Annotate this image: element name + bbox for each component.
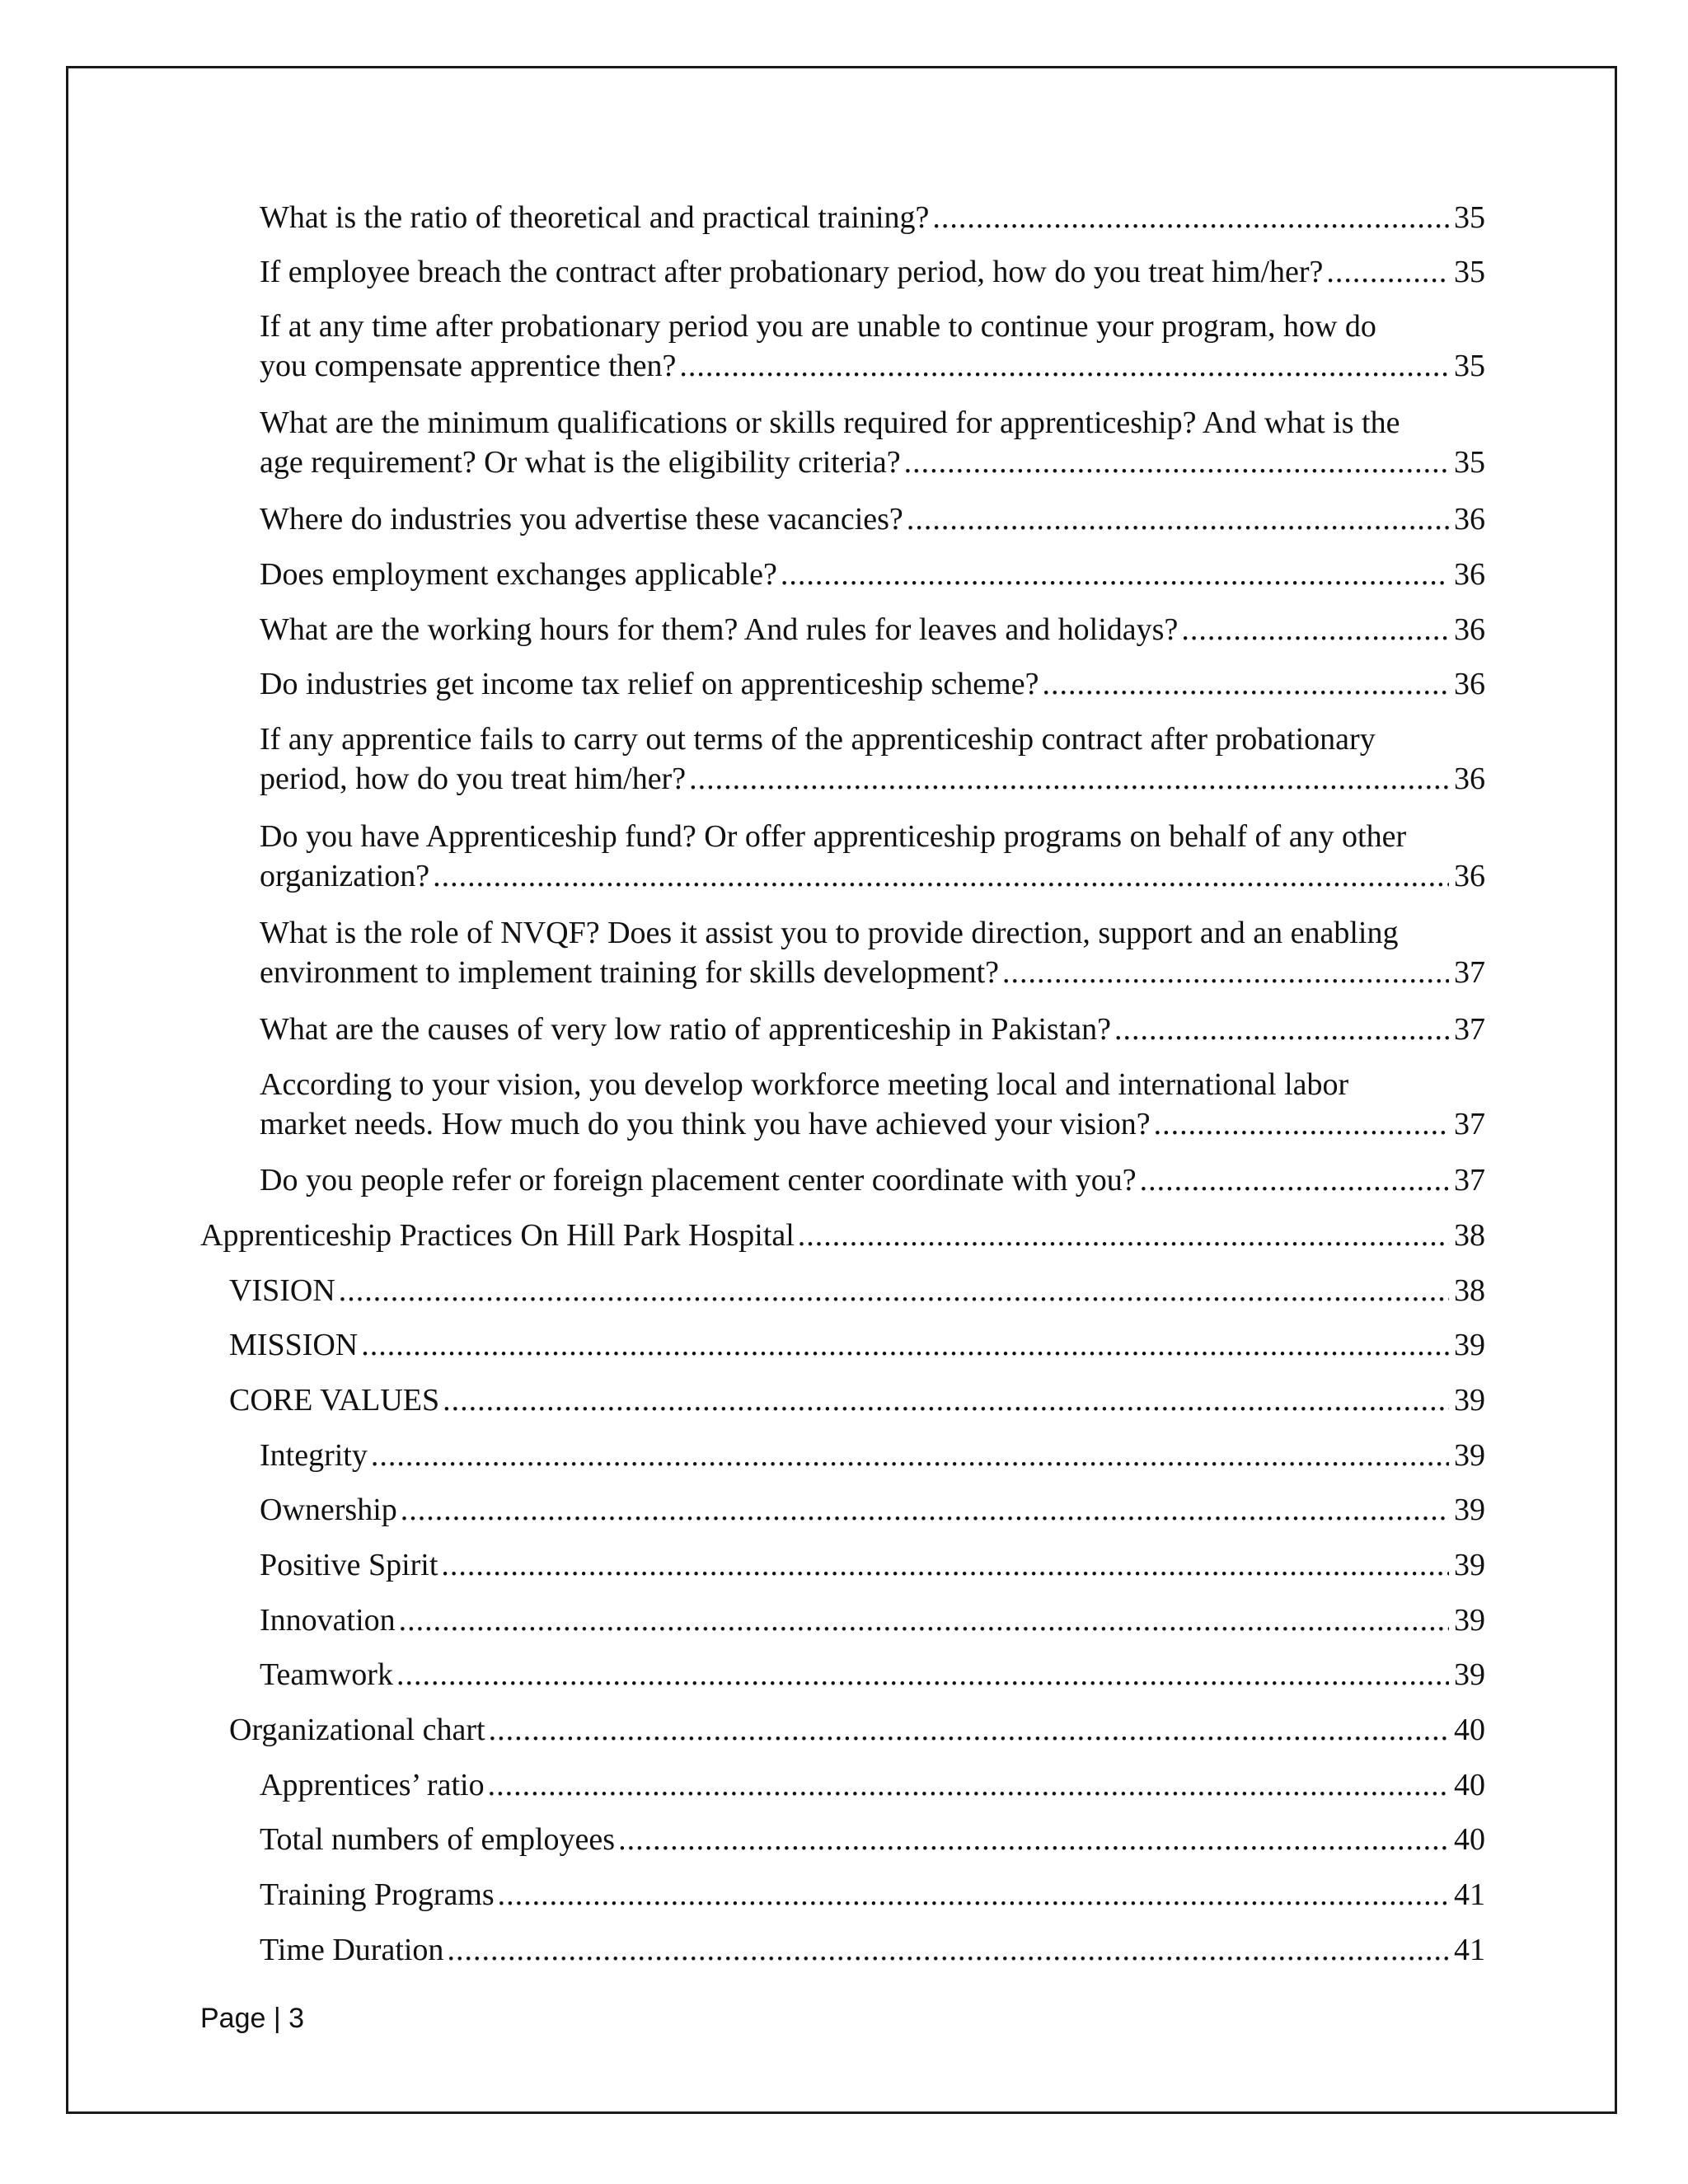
toc-entry-title: Ownership (260, 1493, 397, 1527)
toc-entry-title: Do you people refer or foreign placement center coordinate with you? (260, 1163, 1137, 1197)
toc-entry-page: 36 (1454, 502, 1485, 537)
toc-entry-title-line: Do you have Apprenticeship fund? Or offer apprenticeship programs on behalf of any other (260, 819, 1407, 854)
toc-entry[interactable] (260, 1875, 1485, 1915)
dot-leader (433, 856, 1449, 896)
toc-entry-title: If employee breach the contract after probationary period, how do you treat him/her? (260, 255, 1324, 289)
dot-leader (1114, 1010, 1449, 1049)
toc-entry-page: 36 (1454, 667, 1485, 701)
dot-leader (1181, 610, 1449, 649)
toc-entry[interactable] (260, 1065, 1485, 1144)
dot-leader (489, 1710, 1449, 1750)
toc-entry[interactable] (260, 1765, 1485, 1805)
toc-entry-page: 36 (1454, 859, 1485, 893)
dot-leader (618, 1820, 1449, 1859)
toc-entry-title: What is the ratio of theoretical and practical training? (260, 200, 930, 235)
dot-leader (798, 1216, 1449, 1255)
toc-entry[interactable] (260, 664, 1485, 704)
toc-entry-page: 40 (1454, 1822, 1485, 1857)
toc-entry-page: 39 (1454, 1383, 1485, 1418)
toc-entry-page: 36 (1454, 612, 1485, 647)
toc-entry[interactable] (229, 1380, 1485, 1420)
toc-entry-title-line: What are the minimum qualifications or skills required for apprenticeship? And what is the (260, 405, 1400, 440)
toc-entry-page: 39 (1454, 1657, 1485, 1692)
toc-entry-title: Time Duration (260, 1933, 444, 1967)
toc-entry[interactable] (260, 1436, 1485, 1475)
toc-entry-page: 40 (1454, 1713, 1485, 1747)
toc-entry[interactable] (260, 1160, 1485, 1200)
toc-entry[interactable] (260, 198, 1485, 237)
toc-entry-title: Positive Spirit (260, 1548, 438, 1582)
dot-leader (441, 1545, 1449, 1585)
dot-leader (1140, 1160, 1449, 1200)
toc-entry-title-line: According to your vision, you develop workforce meeting local and international labor (260, 1067, 1349, 1102)
dot-leader (1042, 664, 1449, 704)
toc-entry-title: environment to implement training for skills development? (260, 955, 1000, 990)
dot-leader (781, 555, 1449, 594)
toc-entry-page: 37 (1454, 1163, 1485, 1197)
toc-entry-page: 41 (1454, 1933, 1485, 1967)
toc-entry-page: 38 (1454, 1273, 1485, 1308)
dot-leader (399, 1601, 1449, 1640)
toc-entry-page: 39 (1454, 1493, 1485, 1527)
toc-entry-title: market needs. How much do you think you have achieved your vision? (260, 1107, 1151, 1141)
toc-entry[interactable] (260, 1655, 1485, 1694)
dot-leader (1002, 953, 1449, 992)
toc-entry-page: 39 (1454, 1328, 1485, 1362)
toc-entry-title: organization? (260, 859, 430, 893)
toc-entry-page: 41 (1454, 1877, 1485, 1912)
toc-entry-title-line: If any apprentice fails to carry out terms of the apprenticeship contract after probationary (260, 722, 1376, 757)
toc-entry-title: MISSION (229, 1328, 359, 1362)
toc-entry-title: CORE VALUES (229, 1383, 440, 1418)
toc-entry[interactable] (229, 1710, 1485, 1750)
dot-leader (401, 1490, 1449, 1530)
toc-entry-page: 38 (1454, 1218, 1485, 1253)
dot-leader (447, 1930, 1449, 1970)
toc-entry[interactable] (260, 817, 1485, 896)
dot-leader (689, 759, 1449, 799)
toc-entry[interactable] (260, 1601, 1485, 1640)
page-number-footer: Page | 3 (200, 2003, 305, 2034)
toc-entry[interactable] (260, 1930, 1485, 1970)
toc-entry-title: Apprenticeship Practices On Hill Park Hospital (200, 1218, 795, 1253)
toc-entry-title: Training Programs (260, 1877, 495, 1912)
toc-entry-title: you compensate apprentice then? (260, 349, 677, 383)
toc-entry-title-line: What is the role of NVQF? Does it assist you to provide direction, support and an enabling (260, 916, 1399, 950)
dot-leader (904, 443, 1449, 482)
toc-entry-title: period, how do you treat him/her? (260, 762, 687, 796)
toc-entry-title: Do industries get income tax relief on apprenticeship scheme? (260, 667, 1039, 701)
toc-entry-title: What are the causes of very low ratio of apprenticeship in Pakistan? (260, 1012, 1112, 1047)
toc-entry[interactable] (260, 913, 1485, 992)
toc-entry-page: 39 (1454, 1603, 1485, 1638)
toc-entry[interactable] (260, 1490, 1485, 1530)
dot-leader (339, 1271, 1449, 1310)
toc-entry[interactable] (200, 1216, 1485, 1255)
toc-entry-page: 40 (1454, 1768, 1485, 1802)
toc-entry-page: 36 (1454, 557, 1485, 592)
toc-entry-page: 35 (1454, 349, 1485, 383)
toc-entry[interactable] (260, 555, 1485, 594)
toc-entry[interactable] (260, 499, 1485, 539)
toc-entry[interactable] (260, 403, 1485, 482)
toc-entry[interactable] (260, 610, 1485, 649)
dot-leader (488, 1765, 1449, 1805)
toc-entry-page: 35 (1454, 200, 1485, 235)
toc-entry-page: 37 (1454, 955, 1485, 990)
toc-entry-title: Does employment exchanges applicable? (260, 557, 777, 592)
dot-leader (396, 1655, 1449, 1694)
toc-entry[interactable] (260, 307, 1485, 386)
toc-entry-title: Integrity (260, 1438, 368, 1473)
dot-leader (361, 1325, 1449, 1365)
toc-entry-page: 36 (1454, 762, 1485, 796)
toc-entry-title: Where do industries you advertise these vacancies? (260, 502, 903, 537)
toc-entry-page: 37 (1454, 1107, 1485, 1141)
dot-leader (907, 499, 1449, 539)
toc-entry[interactable] (229, 1271, 1485, 1310)
toc-entry[interactable] (260, 1545, 1485, 1585)
dot-leader (1154, 1104, 1449, 1144)
dot-leader (371, 1436, 1449, 1475)
toc-entry[interactable] (260, 719, 1485, 799)
toc-entry-title: Apprentices’ ratio (260, 1768, 485, 1802)
toc-entry-title: Teamwork (260, 1657, 393, 1692)
dot-leader (1326, 252, 1449, 292)
dot-leader (443, 1380, 1449, 1420)
toc-entry-page: 39 (1454, 1438, 1485, 1473)
dot-leader (679, 346, 1449, 386)
toc-entry-page: 35 (1454, 445, 1485, 480)
toc-entry-title: What are the working hours for them? And rules for leaves and holidays? (260, 612, 1179, 647)
dot-leader (498, 1875, 1449, 1915)
toc-entry-title: Organizational chart (229, 1713, 485, 1747)
toc-entry-page: 35 (1454, 255, 1485, 289)
toc-entry-page: 37 (1454, 1012, 1485, 1047)
toc-entry[interactable] (260, 1820, 1485, 1859)
toc-entry-title: Innovation (260, 1603, 396, 1638)
toc-entry[interactable] (229, 1325, 1485, 1365)
dot-leader (932, 198, 1449, 237)
toc-entry-title: age requirement? Or what is the eligibility criteria? (260, 445, 901, 480)
toc-entry[interactable] (260, 1010, 1485, 1049)
toc-entry[interactable] (260, 252, 1485, 292)
toc-entry-title-line: If at any time after probationary period you are unable to continue your program, how do (260, 309, 1376, 344)
toc-entry-title: VISION (229, 1273, 335, 1308)
toc-entry-page: 39 (1454, 1548, 1485, 1582)
toc-entry-title: Total numbers of employees (260, 1822, 616, 1857)
